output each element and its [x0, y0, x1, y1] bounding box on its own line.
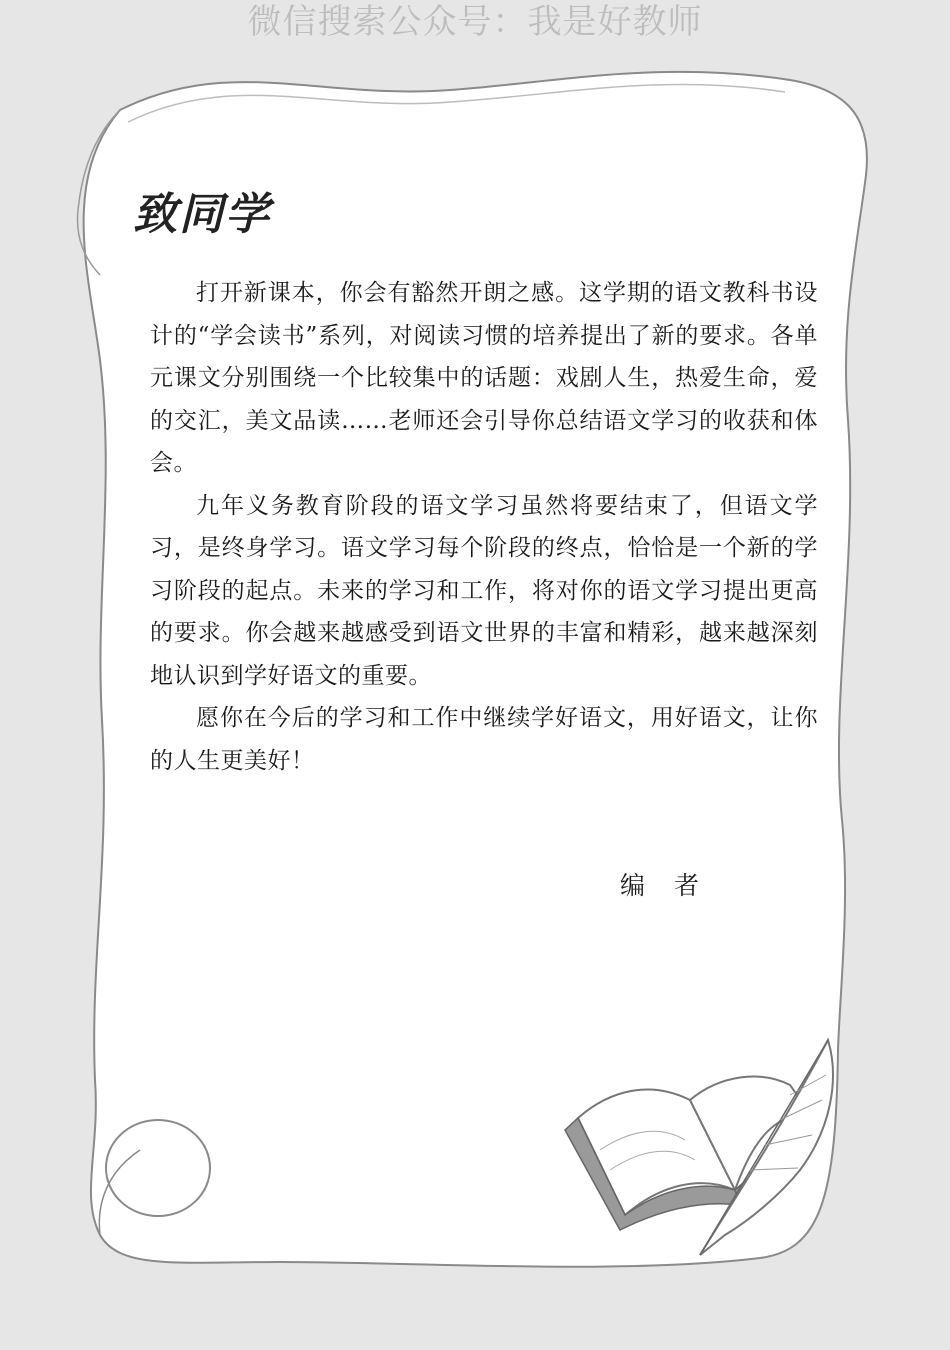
letter-paragraph-1: 打开新课本，你会有豁然开朗之感。这学期的语文教科书设计的“学会读书”系列，对阅读习惯的培养提出了新的要求。各单元课文分别围绕一个比较集中的话题：戏剧人生，热爱生命，爱的交汇，美文品读……老师还会引导你总结语文学习的收获和体会。 — [150, 280, 818, 476]
letter-title: 致同学 — [133, 189, 271, 240]
letter-paragraph-3: 愿你在今后的学习和工作中继续学好语文，用好语文，让你的人生更美好！ — [150, 705, 818, 774]
letter-signature: 编 者 — [620, 871, 702, 900]
letter-body — [150, 272, 818, 782]
watermark-text: 微信搜索公众号：我是好教师 — [247, 2, 703, 42]
letter-paragraph-2: 九年义务教育阶段的语文学习虽然将要结束了，但语文学习，是终身学习。语文学习每个阶段的终点，恰恰是一个新的学习阶段的起点。未来的学习和工作，将对你的语文学习提出更高的要求。你会越来越感受到语文世界的丰富和精彩，越来越深刻地认识到学好语文的重要。 — [150, 492, 818, 689]
